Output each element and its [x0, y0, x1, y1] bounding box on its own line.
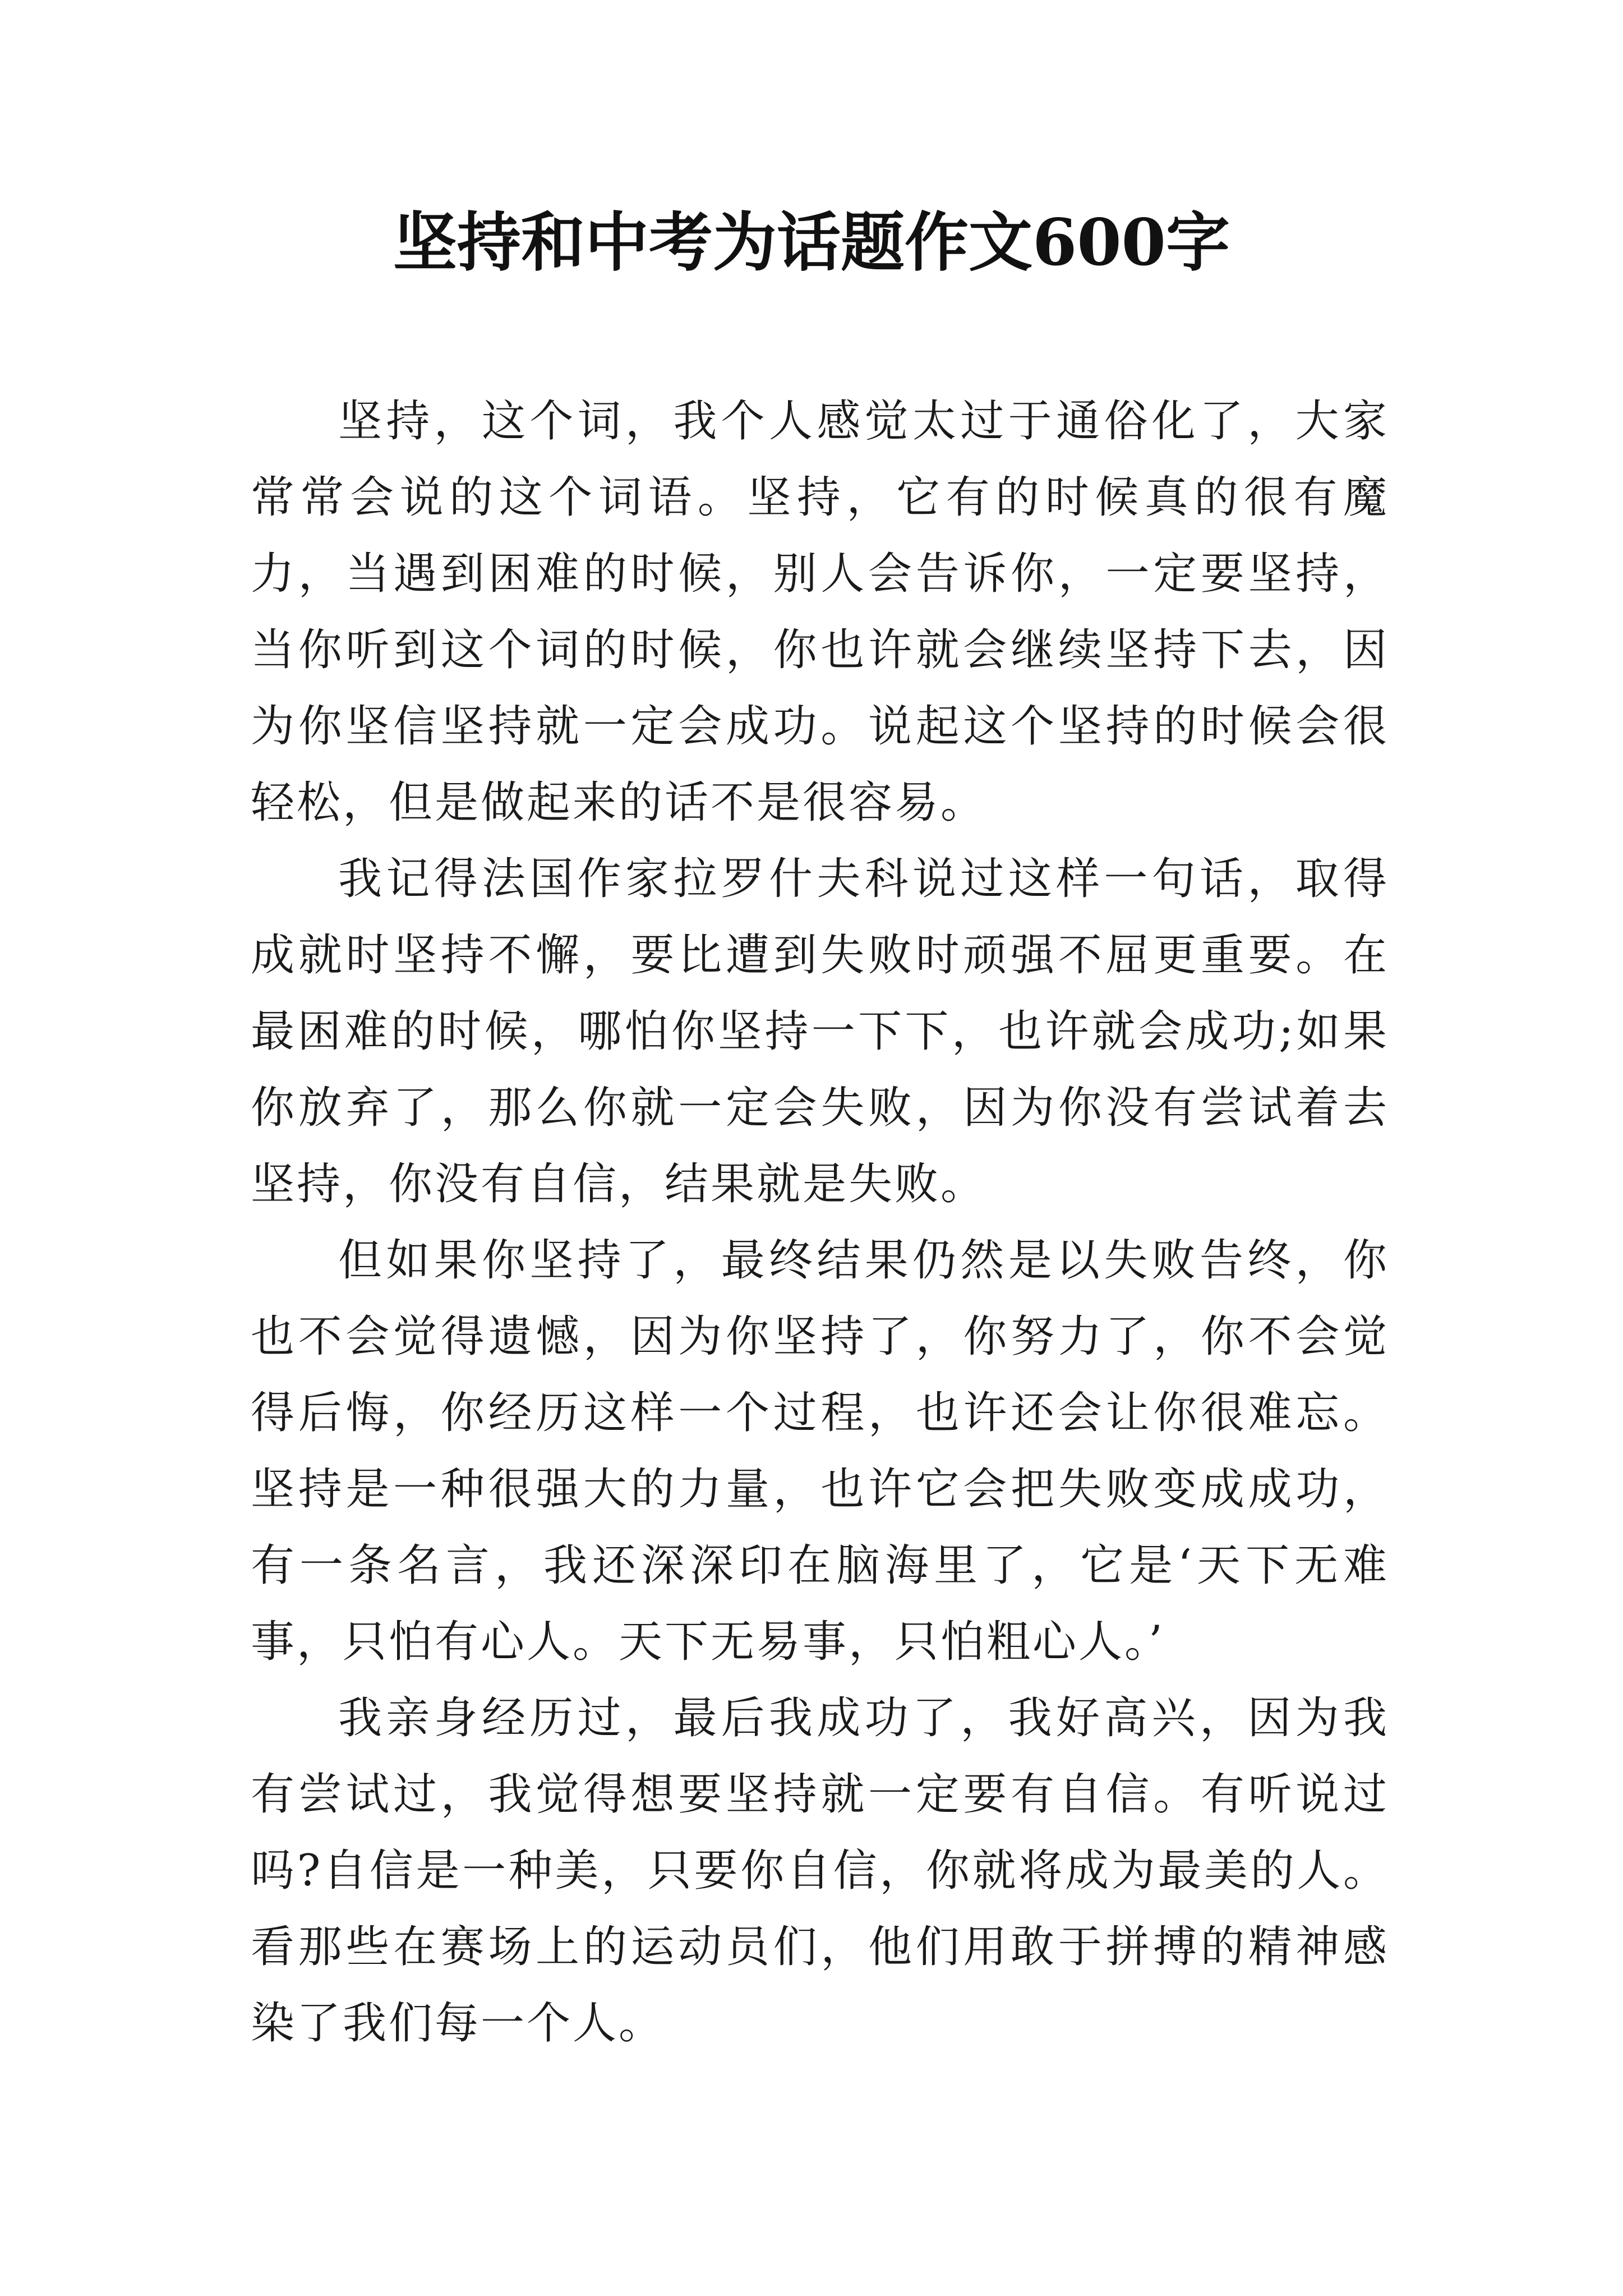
document-body: [251, 383, 1389, 2062]
paragraph-1: 坚持，这个词，我个人感觉太过于通俗化了，大家常常会说的这个词语。坚持，它有的时候真的很有魔力，当遇到困难的时候，别人会告诉你，一定要坚持，当你听到这个词的时候，你也许就会继续坚持下去，因为你坚信坚持就一定会成功。说起这个坚持的时候会很轻松，但是做起来的话不是很容易。: [251, 396, 1389, 828]
paragraph-2: 我记得法国作家拉罗什夫科说过这样一句话，取得成就时坚持不懈，要比遭到失败时顽强不屈更重要。在最困难的时候，哪怕你坚持一下下，也许就会成功;如果你放弃了，那么你就一定会失败，因为你没有尝试着去坚持，你没有自信，结果就是失败。: [251, 854, 1389, 1209]
paragraph-3: 但如果你坚持了，最终结果仍然是以失败告终，你也不会觉得遗憾，因为你坚持了，你努力了，你不会觉得后悔，你经历这样一个过程，也许还会让你很难忘。坚持是一种很强大的力量，也许它会把失败变成成功，有一条名言，我还深深印在脑海里了，它是‘天下无难事，只怕有心人。天下无易事，只怕粗心人。’: [251, 1235, 1389, 1667]
paragraph-4: 我亲身经历过，最后我成功了，我好高兴，因为我有尝试过，我觉得想要坚持就一定要有自信。有听说过吗?自信是一种美，只要你自信，你就将成为最美的人。看那些在赛场上的运动员们，他们用敢于拼搏的精神感染了我们每一个人。: [251, 1693, 1389, 2049]
document-title: 坚持和中考为话题作文600字: [393, 205, 1230, 280]
